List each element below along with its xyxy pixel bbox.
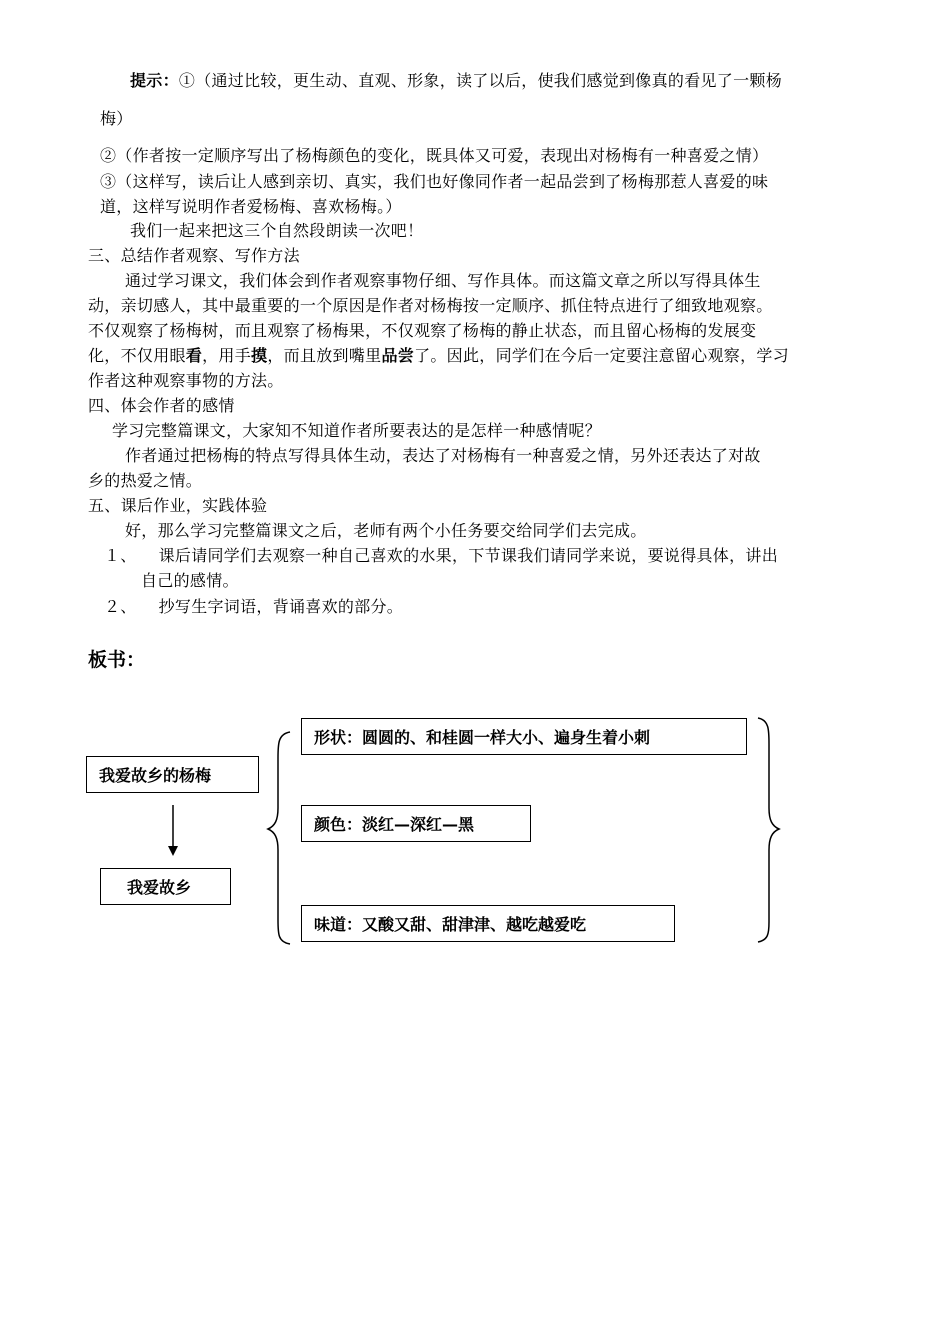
text-span: ，而且放到嘴里	[267, 346, 382, 365]
section5-intro: 好，那么学习完整篇课文之后，老师有两个小任务要交给同学们去完成。	[125, 521, 647, 540]
tips-item-2: ②（作者按一定顺序写出了杨梅颜色的变化，既具体又可爱，表现出对杨梅有一种喜爱之情）	[100, 146, 769, 165]
emphasis-touch: 摸	[251, 346, 268, 365]
section4-heading: 四、体会作者的感情	[88, 396, 235, 415]
tips-item-1-cont: 梅）	[100, 109, 133, 128]
right-brace	[758, 718, 779, 942]
tips-item-3: ③（这样写，读后让人感到亲切、真实，我们也好像同作者一起品尝到了杨梅那惹人喜爱的味	[100, 172, 769, 191]
section4-answer-line-1: 作者通过把杨梅的特点写得具体生动，表达了对杨梅有一种喜爱之情，另外还表达了对故	[125, 446, 761, 465]
board-color-text: 颜色：淡红—深红—黑	[314, 815, 475, 834]
board-result-text: 我爱故乡	[127, 878, 192, 897]
section3-paragraph-line-2: 动，亲切感人，其中最重要的一个原因是作者对杨梅按一定顺序、抓住特点进行了细致地观察。	[88, 296, 773, 315]
board-heading: 板书：	[88, 649, 146, 671]
section5-heading: 五、课后作业，实践体验	[88, 496, 268, 515]
tips-label: 提示：	[130, 71, 179, 90]
emphasis-taste: 品尝	[381, 346, 415, 365]
task-1-text: 课后请同学们去观察一种自己喜欢的水果，下节课我们请同学来说，要说得具体，讲出	[158, 546, 779, 565]
board-shape-text: 形状：圆圆的、和桂圆一样大小、遍身生着小刺	[314, 728, 651, 747]
section4-answer-line-2: 乡的热爱之情。	[88, 471, 203, 490]
arrow-head	[168, 846, 178, 856]
left-brace	[268, 732, 290, 944]
task-2-number: ２、	[104, 597, 137, 616]
section3-heading: 三、总结作者观察、写作方法	[88, 246, 300, 265]
read-aloud-text: 我们一起来把这三个自然段朗读一次吧！	[130, 221, 424, 240]
board-title-text: 我爱故乡的杨梅	[99, 766, 212, 785]
emphasis-look: 看	[185, 346, 203, 365]
section4-question: 学习完整篇课文，大家知不知道作者所要表达的是怎样一种感情呢？	[112, 421, 602, 440]
text-span: 化，不仅用眼	[88, 346, 186, 365]
tips-item-1: ①（通过比较，更生动、直观、形象，读了以后，使我们感觉到像真的看见了一颗杨	[178, 71, 783, 90]
text-span: 了。因此，同学们在今后一定要注意留心观察，学习	[414, 346, 789, 365]
section3-paragraph-line-1: 通过学习课文，我们体会到作者观察事物仔细、写作具体。而这篇文章之所以写得具体生	[125, 271, 761, 290]
text-span: ，用手	[202, 346, 252, 365]
task-1-number: １、	[104, 546, 137, 565]
section3-paragraph-line-3: 不仅观察了杨梅树，而且观察了杨梅果，不仅观察了杨梅的静止状态，而且留心杨梅的发展变	[88, 321, 757, 340]
board-taste-text: 味道：又酸又甜、甜津津、越吃越爱吃	[314, 915, 587, 934]
task-1-cont: 自己的感情。	[141, 571, 239, 590]
tips-item-3-cont: 道，这样写说明作者爱杨梅、喜欢杨梅。）	[100, 197, 402, 216]
task-2-text: 抄写生字词语，背诵喜欢的部分。	[158, 597, 404, 616]
section3-paragraph-line-5: 作者这种观察事物的方法。	[88, 371, 284, 390]
